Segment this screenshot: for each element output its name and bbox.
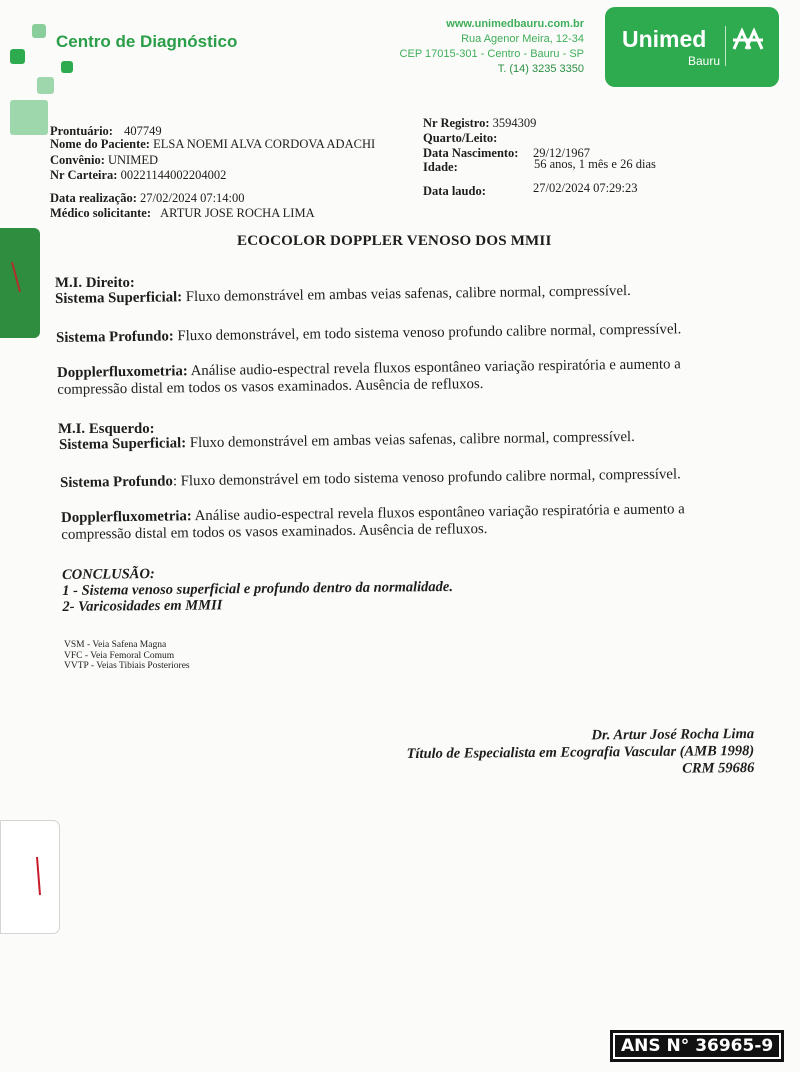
idade-label: Idade: — [423, 160, 458, 174]
unimed-logo-text: Unimed — [622, 26, 707, 52]
left-superficial-text: Fluxo demonstrável em ambas veias safenas, calibre normal, compressível. — [189, 428, 635, 452]
laudo-row — [423, 181, 638, 198]
medico-label: Médico solicitante: — [50, 206, 152, 220]
left-doppler — [61, 501, 685, 544]
carteira-label: Nr Carteira: — [50, 168, 118, 182]
conclusion-item-2: 2- Varicosidades em MMII — [62, 597, 223, 615]
address-line-2: CEP 17015-301 - Centro - Bauru - SP — [399, 48, 584, 60]
abbreviation-legend — [64, 640, 190, 672]
registro-value: 3594309 — [492, 116, 537, 130]
conclusion-item-1: 1 - Sistema venoso superficial e profundo dentro da normalidade. — [62, 578, 454, 599]
patient-name-row — [50, 137, 375, 151]
signature-title: Título de Especialista em Ecografia Vascular (AMB 1998) — [406, 742, 755, 763]
patient-name-label: Nome do Paciente: — [50, 137, 150, 151]
legend-item: VFC - Veia Femoral Comum — [64, 650, 175, 661]
unimed-tree-icon — [731, 27, 765, 51]
medico-row — [50, 206, 315, 220]
legend-item: VSM - Veia Safena Magna — [64, 640, 167, 650]
convenio-label: Convênio: — [50, 153, 105, 167]
phone: T. (14) 3235 3350 — [497, 63, 584, 75]
brand-name: Centro de Diagnóstico — [56, 32, 238, 51]
legend-item: VVTP - Veias Tibiais Posteriores — [64, 661, 190, 671]
laudo-label: Data laudo: — [423, 184, 486, 198]
unimed-city: Bauru — [688, 54, 721, 68]
green-side-tab — [0, 228, 40, 338]
right-profundo — [56, 321, 681, 347]
convenio-row — [50, 153, 158, 167]
right-leg-heading: M.I. Direito: — [55, 275, 135, 291]
left-leg-heading: M.I. Esquerdo: — [58, 421, 155, 437]
idade-value: 56 anos, 1 mês e 26 dias — [534, 157, 656, 171]
left-profundo — [60, 466, 681, 492]
red-mark-icon — [27, 855, 47, 899]
prontuario-row — [50, 124, 162, 138]
right-profundo-label: Sistema Profundo: — [56, 328, 174, 346]
website: www.unimedbauru.com.br — [446, 18, 584, 30]
contact-block — [304, 17, 584, 77]
right-superficial-label: Sistema Superficial: — [55, 289, 183, 307]
right-doppler — [57, 356, 681, 399]
right-doppler-label: Dopplerfluxometria: — [57, 363, 188, 381]
left-doppler-text-2: compressão distal em todos os vasos examinados. Ausência de refluxos. — [61, 521, 488, 543]
nascimento-label: Data Nascimento: — [423, 146, 519, 160]
registro-label: Nr Registro: — [423, 116, 490, 130]
prontuario-value: 407749 — [124, 124, 162, 138]
data-realizacao-value: 27/02/2024 07:14:00 — [140, 191, 245, 205]
signature-crm: CRM 59686 — [682, 759, 755, 777]
registro-row — [423, 116, 536, 130]
conclusion-block — [62, 563, 453, 615]
carteira-value: 00221144002204002 — [120, 168, 227, 182]
convenio-value: UNIMED — [108, 153, 158, 167]
conclusion-heading: CONCLUSÃO: — [62, 566, 155, 583]
left-doppler-text-1: Análise audio-espectral revela fluxos espontâneo variação respiratória e aumento a — [194, 501, 685, 525]
quarto-row — [423, 131, 497, 145]
right-superficial-text: Fluxo demonstrável em ambas veias safenas, calibre normal, compressível. — [185, 282, 631, 306]
left-profundo-label: Sistema Profundo — [60, 473, 173, 491]
nascimento-row — [423, 146, 590, 160]
ans-registration: ANS N° 36965-9 — [610, 1030, 784, 1062]
pen-mark-icon — [4, 258, 26, 298]
data-realizacao-label: Data realização: — [50, 191, 137, 205]
medico-value: ARTUR JOSE ROCHA LIMA — [160, 206, 315, 220]
right-superficial — [55, 283, 631, 308]
address-line-1: Rua Agenor Meira, 12-34 — [461, 33, 584, 45]
right-profundo-text: Fluxo demonstrável, em todo sistema venoso profundo calibre normal, compressível. — [177, 321, 682, 345]
data-realizacao-row — [50, 191, 245, 205]
unimed-logo — [605, 7, 779, 87]
nascimento-value: 29/12/1967 — [533, 146, 590, 160]
quarto-label: Quarto/Leito: — [423, 131, 498, 145]
carteira-row — [50, 168, 226, 182]
patient-name-value: ELSA NOEMI ALVA CORDOVA ADACHI — [153, 137, 376, 151]
signature-block — [334, 726, 754, 781]
left-profundo-text: : Fluxo demonstrável em todo sistema venoso profundo calibre normal, compressível. — [172, 466, 681, 490]
right-doppler-text-1: Análise audio-espectral revela fluxos espontâneo variação respiratória e aumento a — [190, 356, 681, 380]
prontuario-label: Prontuário: — [50, 124, 113, 138]
left-superficial-label: Sistema Superficial: — [59, 435, 187, 453]
right-doppler-text-2: compressão distal em todos os vasos examinados. Ausência de refluxos. — [57, 376, 484, 398]
left-doppler-label: Dopplerfluxometria: — [61, 508, 192, 526]
white-side-tab — [0, 820, 60, 934]
laudo-value: 27/02/2024 07:29:23 — [533, 181, 638, 195]
report-title: ECOCOLOR DOPPLER VENOSO DOS MMII — [237, 233, 552, 249]
idade-row — [423, 157, 656, 174]
signature-name: Dr. Artur José Rocha Lima — [591, 726, 755, 744]
